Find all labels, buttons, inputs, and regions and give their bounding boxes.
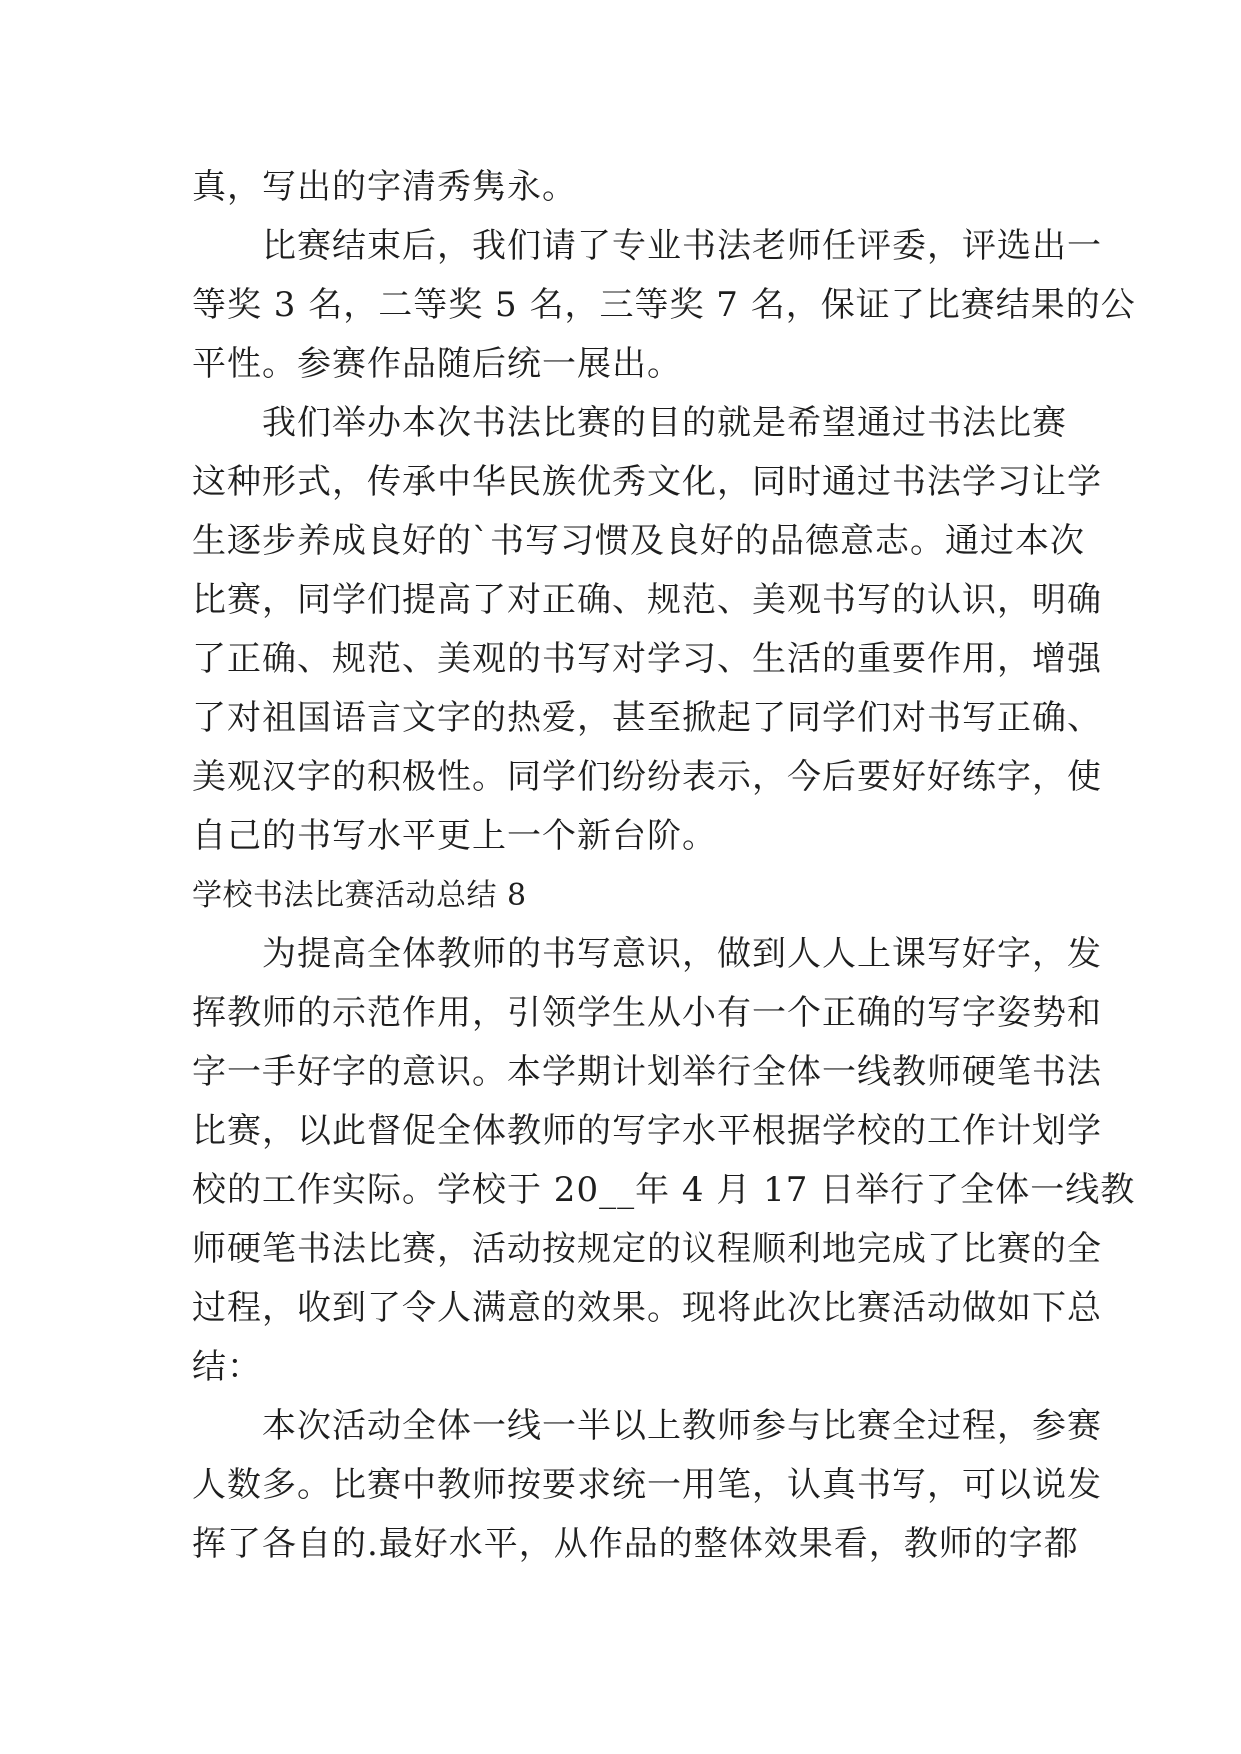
document-body xyxy=(192,158,1136,1574)
section-heading: 学校书法比赛活动总结 8 xyxy=(192,878,527,913)
text-line: 结： xyxy=(192,1347,262,1387)
paragraph-first-line: 我们举办本次书法比赛的目的就是希望通过书法比赛 xyxy=(192,403,1067,443)
text-line: 平性。参赛作品随后统一展出。 xyxy=(192,344,682,384)
text-line: 真，写出的字清秀隽永。 xyxy=(192,167,577,207)
text-line: 比赛，以此督促全体教师的写字水平根据学校的工作计划学 xyxy=(192,1111,1102,1151)
text-line: 挥了各自的.最好水平，从作品的整体效果看，教师的字都 xyxy=(192,1524,1079,1564)
text-line: 人数多。比赛中教师按要求统一用笔，认真书写，可以说发 xyxy=(192,1465,1102,1505)
text-line: 师硬笔书法比赛，活动按规定的议程顺利地完成了比赛的全 xyxy=(192,1229,1102,1269)
text-line: 美观汉字的积极性。同学们纷纷表示，今后要好好练字，使 xyxy=(192,757,1102,797)
text-line: 校的工作实际。学校于 20__年 4 月 17 日举行了全体一线教 xyxy=(192,1170,1136,1210)
text-line: 过程，收到了令人满意的效果。现将此次比赛活动做如下总 xyxy=(192,1288,1102,1328)
text-line: 生逐步养成良好的`书写习惯及良好的品德意志。通过本次 xyxy=(192,521,1085,561)
text-line: 挥教师的示范作用，引领学生从小有一个正确的写字姿势和 xyxy=(192,993,1102,1033)
text-line: 自己的书写水平更上一个新台阶。 xyxy=(192,816,717,856)
paragraph-first-line: 为提高全体教师的书写意识，做到人人上课写好字，发 xyxy=(192,934,1102,974)
paragraph-first-line: 比赛结束后，我们请了专业书法老师任评委，评选出一 xyxy=(192,226,1102,266)
text-line: 这种形式，传承中华民族优秀文化，同时通过书法学习让学 xyxy=(192,462,1102,502)
text-line: 字一手好字的意识。本学期计划举行全体一线教师硬笔书法 xyxy=(192,1052,1102,1092)
paragraph-first-line: 本次活动全体一线一半以上教师参与比赛全过程，参赛 xyxy=(192,1406,1102,1446)
text-line: 了对祖国语言文字的热爱，甚至掀起了同学们对书写正确、 xyxy=(192,698,1102,738)
text-line: 了正确、规范、美观的书写对学习、生活的重要作用，增强 xyxy=(192,639,1102,679)
text-line: 比赛，同学们提高了对正确、规范、美观书写的认识，明确 xyxy=(192,580,1102,620)
text-line: 等奖 3 名，二等奖 5 名，三等奖 7 名，保证了比赛结果的公 xyxy=(192,285,1136,325)
